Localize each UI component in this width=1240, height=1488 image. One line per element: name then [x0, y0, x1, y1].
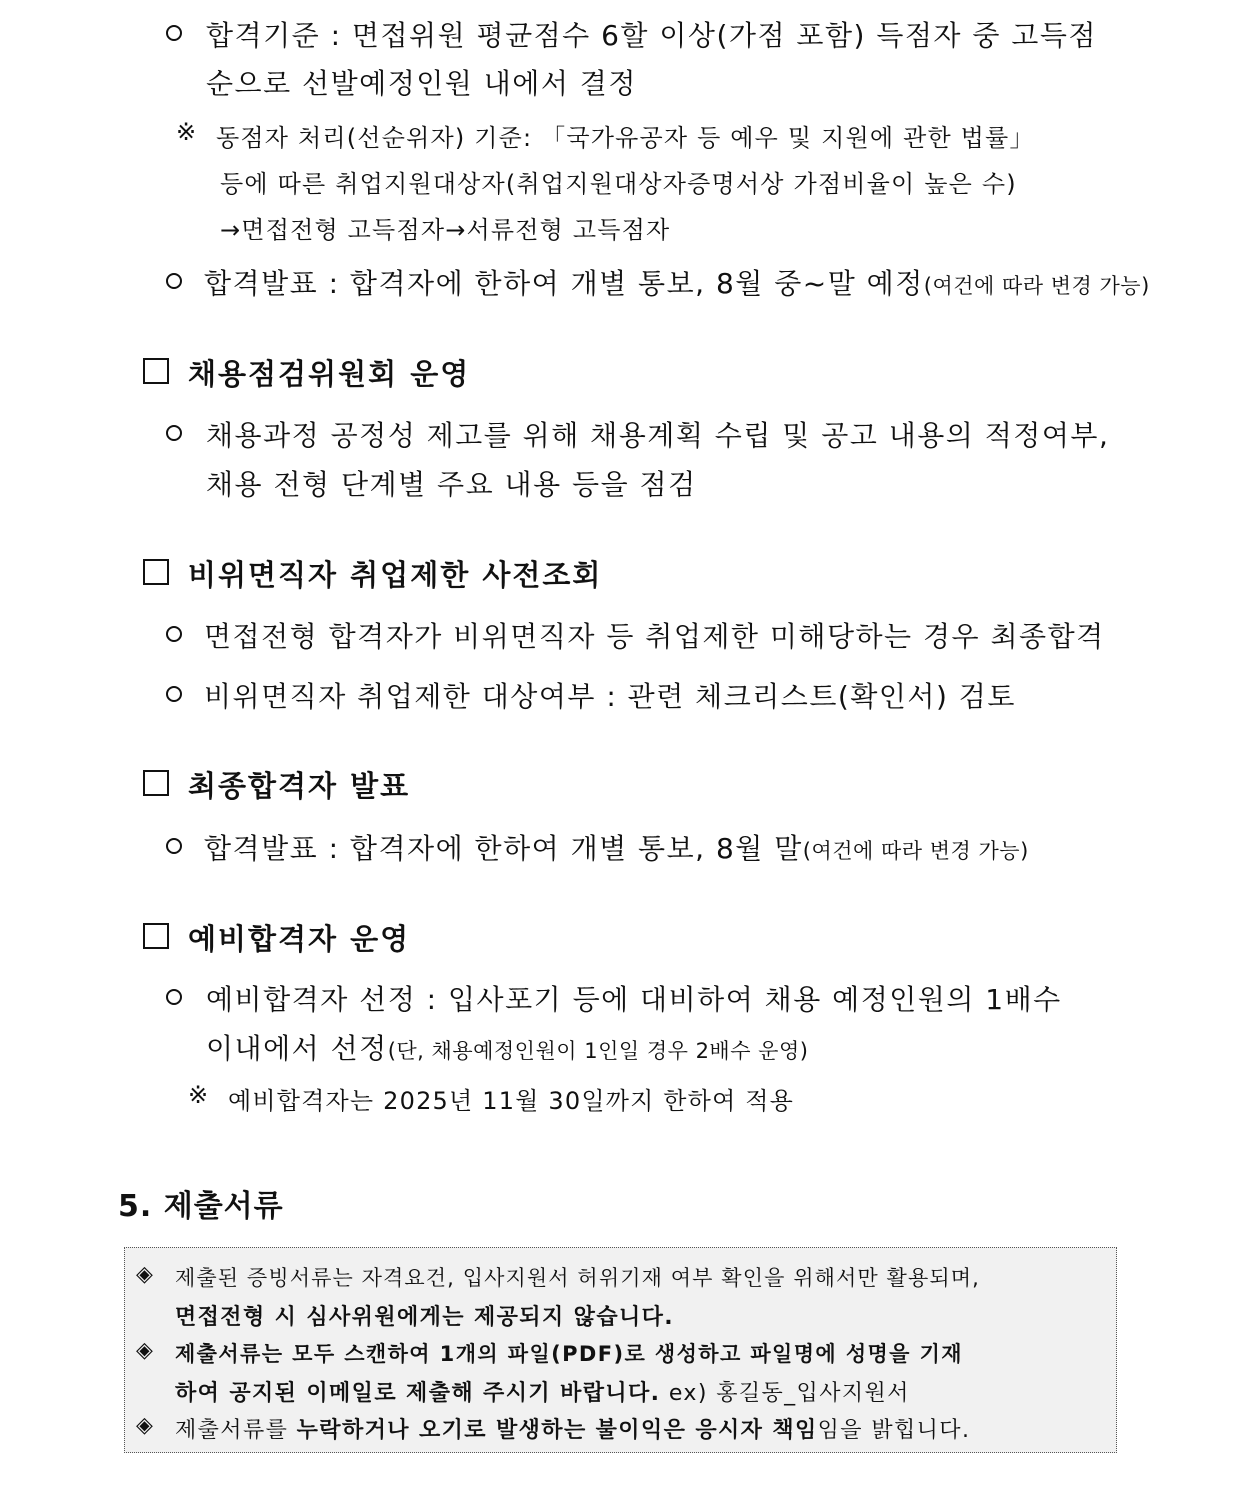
diamond-bullet-icon: ◈: [136, 1413, 153, 1438]
section-checkbox-icon: [143, 358, 169, 384]
announce1-paren: (여건에 따라 변경 가능): [923, 274, 1150, 298]
reserve-note-mark: ※: [188, 1081, 210, 1109]
reserve-line2: [206, 1027, 808, 1067]
tie-note-line1: 동점자 처리(선순위자) 기준: 「국가유공자 등 예우 및 지원에 관한 법률」: [216, 124, 1035, 152]
notice-item1-line2: 면접전형 시 심사위원에게는 제공되지 않습니다.: [175, 1305, 675, 1330]
reserve-heading: 예비합격자 운영: [188, 922, 411, 956]
notice-item2-line2: [175, 1376, 910, 1407]
notice-item3: [175, 1413, 970, 1444]
section5-title: 5. 제출서류: [118, 1189, 284, 1224]
section-checkbox-icon: [143, 559, 169, 585]
notice-item2-line2-bold: 하여 공지된 이메일로 제출해 주시기 바랍니다.: [175, 1381, 661, 1406]
bullet-circle-icon: [166, 838, 182, 854]
restriction-item2: 비위면직자 취업제한 대상여부 : 관련 체크리스트(확인서) 검토: [204, 680, 1016, 713]
diamond-bullet-icon: ◈: [136, 1338, 153, 1363]
committee-line1: 채용과정 공정성 제고를 위해 채용계획 수립 및 공고 내용의 적정여부,: [206, 419, 1110, 452]
bullet-circle-icon: [166, 273, 182, 289]
section-checkbox-icon: [143, 770, 169, 796]
pass-criteria-line2: 순으로 선발예정인원 내에서 결정: [206, 67, 637, 100]
bullet-circle-icon: [166, 425, 182, 441]
restriction-heading: 비위면직자 취업제한 사전조회: [188, 558, 603, 592]
final-announce-main: 합격발표 : 합격자에 한하여 개별 통보, 8월 말: [204, 832, 803, 865]
final-announce-line: [204, 827, 1029, 867]
section-checkbox-icon: [143, 923, 169, 949]
reserve-line2-paren: (단, 채용예정인원이 1인일 경우 2배수 운영): [387, 1039, 809, 1063]
notice-item3-bold: 누락하거나 오기로 발생하는 불이익은 응시자 책임: [296, 1418, 818, 1443]
bullet-circle-icon: [166, 25, 182, 41]
diamond-bullet-icon: ◈: [136, 1262, 153, 1287]
committee-line2: 채용 전형 단계별 주요 내용 등을 점검: [206, 468, 697, 501]
pass-criteria-line1: 합격기준 : 면접위원 평균점수 6할 이상(가점 포함) 득점자 중 고득점: [206, 19, 1097, 52]
final-announce-paren: (여건에 따라 변경 가능): [802, 839, 1029, 863]
notice-item1-line1: 제출된 증빙서류는 자격요건, 입사지원서 허위기재 여부 확인을 위해서만 활용되며,: [175, 1266, 980, 1290]
announce1-line: [204, 262, 1150, 302]
restriction-item1: 면접전형 합격자가 비위면직자 등 취업제한 미해당하는 경우 최종합격: [204, 620, 1105, 653]
notice-box: [124, 1247, 1117, 1453]
bullet-circle-icon: [166, 686, 182, 702]
committee-heading: 채용점검위원회 운영: [188, 357, 471, 391]
notice-item2-line1: 제출서류는 모두 스캔하여 1개의 파일(PDF)로 생성하고 파일명에 성명을 기재: [175, 1342, 963, 1366]
tie-note-line3: →면접전형 고득점자→서류전형 고득점자: [220, 216, 671, 244]
reserve-line1: 예비합격자 선정 : 입사포기 등에 대비하여 채용 예정인원의 1배수: [206, 983, 1062, 1016]
reserve-line2-main: 이내에서 선정: [206, 1032, 388, 1065]
final-heading: 최종합격자 발표: [188, 769, 411, 803]
notice-item3-pre: 제출서류를: [175, 1418, 297, 1443]
announce1-main: 합격발표 : 합격자에 한하여 개별 통보, 8월 중~말 예정: [204, 267, 924, 300]
notice-item2-line2-normal: ex) 홍길동_입사지원서: [660, 1381, 910, 1406]
reserve-note: 예비합격자는 2025년 11월 30일까지 한하여 적용: [228, 1087, 795, 1115]
tie-note-mark: ※: [176, 118, 198, 146]
notice-item3-post: 임을 밝힙니다.: [817, 1418, 971, 1443]
bullet-circle-icon: [166, 989, 182, 1005]
bullet-circle-icon: [166, 626, 182, 642]
tie-note-line2: 등에 따른 취업지원대상자(취업지원대상자증명서상 가점비율이 높은 수): [220, 170, 1017, 198]
